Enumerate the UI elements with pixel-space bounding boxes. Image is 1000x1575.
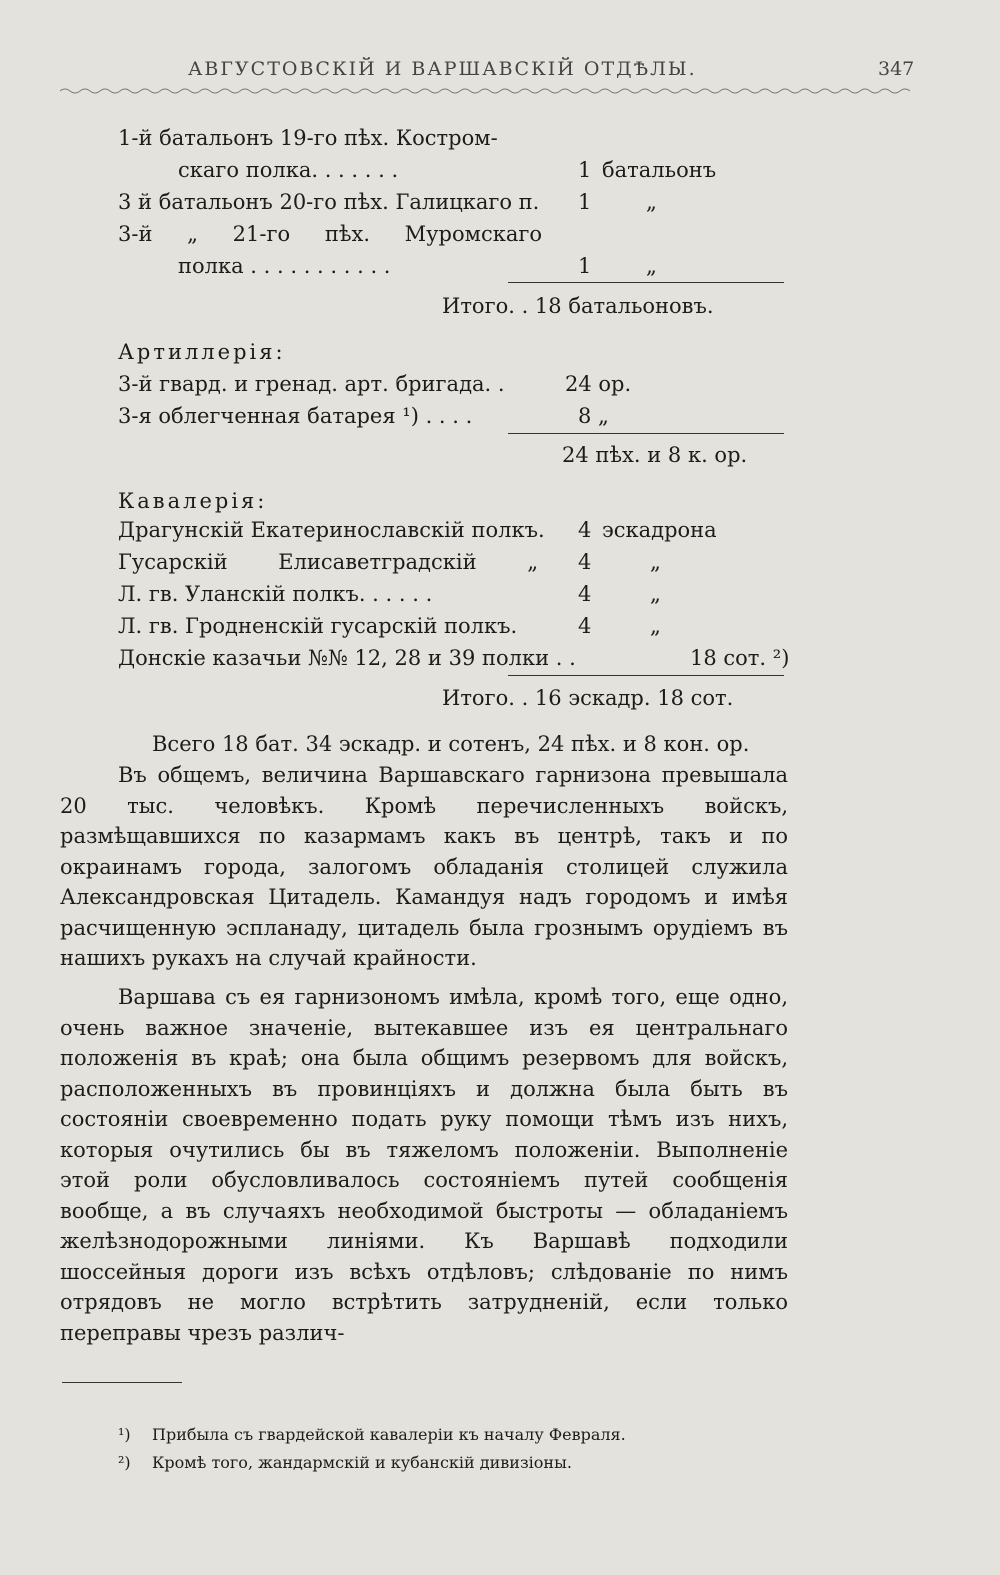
footnote-text: Кромѣ того, жандармскій и кубанскій дивизіоны. <box>152 1453 572 1472</box>
artillery-value: 24 ор. <box>565 372 632 396</box>
cavalry-name: Л. гв. Гродненскій гусарскій полкъ. <box>118 614 518 638</box>
cavalry-total: Итого. . 16 эскадр. 18 сот. <box>442 686 734 710</box>
cavalry-unit: „ <box>650 582 661 606</box>
infantry-total: Итого. . 18 батальоновъ. <box>442 294 714 318</box>
footnote-text: Прибыла съ гвардейской кавалеріи къ началу Февраля. <box>152 1425 626 1444</box>
infantry-name: 3 й батальонъ 20-го пѣх. Галицкаго п. <box>118 190 540 214</box>
infantry-unit: „ <box>646 190 657 214</box>
infantry-unit: батальонъ <box>602 158 717 182</box>
cavalry-qty: 4 <box>578 614 592 638</box>
body-paragraph: Варшава съ ея гарнизономъ имѣла, кромѣ того, еще одно, очень важное значеніе, вытекавшее изъ ея центральнаго положенія въ краѣ; она была общимъ резервомъ для войскъ, расположенныхъ въ провинціяхъ и должна была быть въ состояніи своевременно подать руку помощи тѣмъ изъ нихъ, которыя очутились бы въ тяжеломъ положеніи. Выполненіе этой роли обусловливалось состояніемъ путей сообщенія вообще, а въ случаяхъ необходимой быстроты — обладаніемъ желѣзнодорожными линіями. Къ Варшавѣ подходили шоссейныя дороги изъ всѣхъ отдѣловъ; слѣдованіе по нимъ отрядовъ не могло встрѣтить затрудненій, если только переправы чрезъ различ- <box>60 985 788 1345</box>
cavalry-name: Гусарскій Елисаветградскій „ <box>118 550 539 574</box>
cavalry-total-rule <box>508 675 784 676</box>
cavalry-name: Донскіе казачьи №№ 12, 28 и 39 полки . . <box>118 646 576 670</box>
cavalry-qty: 4 <box>578 582 592 606</box>
infantry-total-rule <box>508 282 784 283</box>
grand-total: Всего 18 бат. 34 эскадр. и сотенъ, 24 пѣх. и 8 кон. ор. <box>152 732 750 756</box>
artillery-value: 8 „ <box>578 404 609 428</box>
cavalry-unit: „ <box>650 614 661 638</box>
cavalry-qty: 4 <box>578 518 592 542</box>
artillery-name: 3-я облегченная батарея ¹) . . . . <box>118 404 473 428</box>
artillery-total: 24 пѣх. и 8 к. ор. <box>562 443 748 467</box>
infantry-name: 1-й батальонъ 19-го пѣх. Костром- <box>118 126 498 150</box>
cavalry-unit: „ <box>650 550 661 574</box>
cavalry-extra: 18 сот. ²) <box>690 646 790 670</box>
artillery-name: 3-й гвард. и гренад. арт. бригада. . <box>118 372 505 396</box>
cavalry-qty: 4 <box>578 550 592 574</box>
cavalry-heading: Кавалерія: <box>118 489 268 513</box>
infantry-name: скаго полка. . . . . . . <box>178 158 399 182</box>
footnote-rule <box>62 1382 182 1383</box>
header-wavy-rule <box>60 86 910 96</box>
infantry-qty: 1 <box>578 190 592 214</box>
cavalry-name: Л. гв. Уланскій полкъ. . . . . . <box>118 582 433 606</box>
infantry-qty: 1 <box>578 158 592 182</box>
cavalry-unit: эскадрона <box>602 518 717 542</box>
infantry-qty: 1 <box>578 254 592 278</box>
infantry-unit: „ <box>646 254 657 278</box>
running-title: АВГУСТОВСКІЙ И ВАРШАВСКІЙ ОТДѢЛЫ. <box>188 58 697 80</box>
page-number: 347 <box>878 58 915 80</box>
cavalry-name: Драгунскій Екатеринославскій полкъ. <box>118 518 545 542</box>
artillery-heading: Артиллерія: <box>118 340 286 364</box>
footnote-mark: ²) <box>118 1453 131 1472</box>
infantry-name: 3-й „ 21-го пѣх. Муромскаго <box>118 222 543 246</box>
footnote-mark: ¹) <box>118 1425 131 1444</box>
body-paragraph: Въ общемъ, величина Варшавскаго гарнизона превышала 20 тыс. человѣкъ. Кромѣ перечисленныхъ войскъ, размѣщавшихся по казармамъ какъ въ центрѣ, такъ и по окраинамъ города, залогомъ обладанія столицей служила Александровская Цитадель. Камандуя надъ городомъ и имѣя расчищенную эспланаду, цитадель была грознымъ орудіемъ въ нашихъ рукахъ на случай крайности. <box>60 763 788 970</box>
infantry-name: полка . . . . . . . . . . . <box>178 254 391 278</box>
artillery-total-rule <box>508 433 784 434</box>
